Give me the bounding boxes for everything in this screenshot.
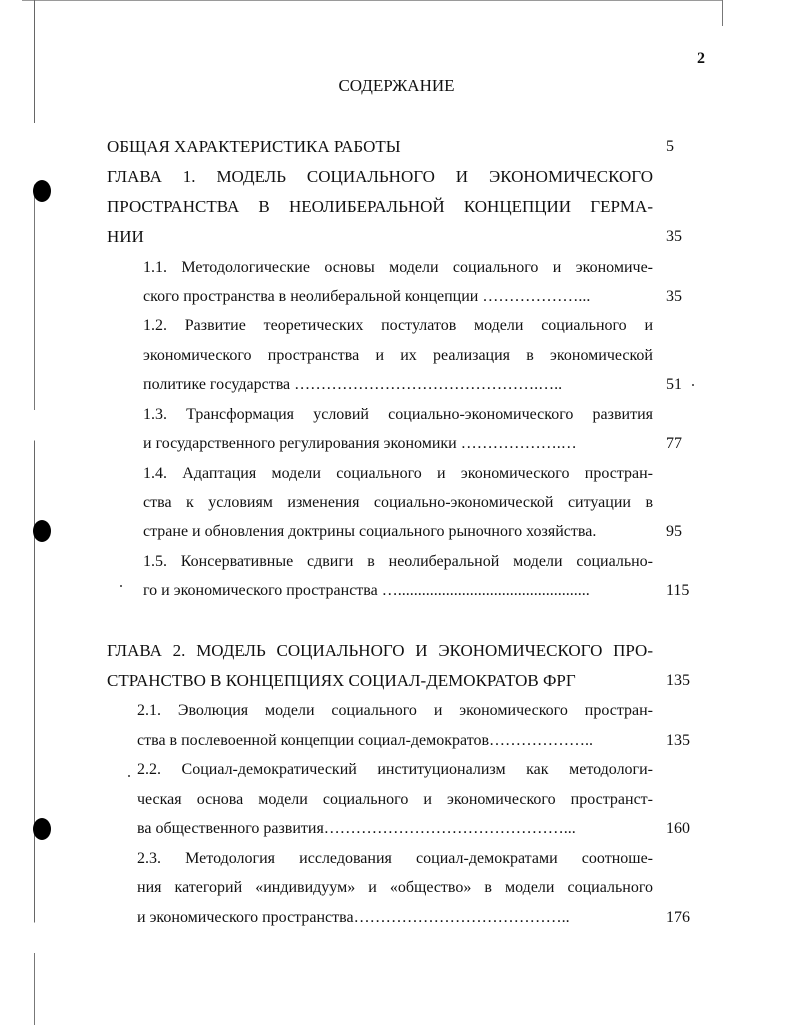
toc-line: ческая основа модели социального и экономического пространст- (137, 791, 653, 808)
page-title: СОДЕРЖАНИЕ (338, 76, 455, 95)
scan-speck (128, 775, 130, 777)
toc-line: 1.3. Трансформация условий социально-экономического развития (143, 406, 653, 423)
toc-line: 1.4. Адаптация модели социального и экономического простран- (143, 465, 653, 482)
page-number: 2 (697, 50, 705, 67)
scan-edge-top (22, 0, 722, 1)
toc-line: 1.1. Методологические основы модели социального и экономиче- (143, 259, 653, 276)
toc-line: политике государства ……………………………………….….. (143, 376, 563, 393)
toc-page-number: 160 (666, 820, 690, 837)
punch-hole (33, 818, 51, 840)
toc-page-number: 5 (666, 138, 674, 155)
toc-line: ПРОСТРАНСТВА В НЕОЛИБЕРАЛЬНОЙ КОНЦЕПЦИИ ГЕРМА- (107, 197, 653, 216)
punch-hole (33, 180, 51, 202)
toc-line: ГЛАВА 2. МОДЕЛЬ СОЦИАЛЬНОГО И ЭКОНОМИЧЕСКОГО ПРО- (107, 641, 653, 660)
toc-line: ского пространства в неолиберальной концепции ………………... (143, 288, 591, 305)
toc-page-number: 115 (666, 582, 690, 599)
toc-line: го и экономического пространства …................................................ (143, 582, 590, 599)
scan-edge-left (34, 0, 35, 1025)
toc-line: 2.1. Эволюция модели социального и экономического простран- (137, 702, 653, 719)
toc-line: 1.2. Развитие теоретических постулатов модели социального и (143, 317, 653, 334)
toc-line: ОБЩАЯ ХАРАКТЕРИСТИКА РАБОТЫ (107, 137, 401, 156)
toc-page-number: 77 (666, 435, 682, 452)
toc-line: 2.2. Социал-демократический институционализм как методологи- (137, 761, 653, 778)
toc-line: экономического пространства и их реализация в экономической (143, 347, 653, 364)
toc-line: 2.3. Методология исследования социал-демократами соотноше- (137, 850, 653, 867)
toc-line: ва общественного развития………………………………………... (137, 820, 576, 837)
toc-line: стране и обновления доктрины социального рыночного хозяйства. (143, 523, 597, 540)
scan-edge-right (722, 0, 723, 26)
scan-speck (692, 384, 694, 386)
toc-page-number: 35 (666, 228, 682, 245)
scan-speck (120, 585, 122, 587)
toc-line: 1.5. Консервативные сдвиги в неолиберальной модели социально- (143, 553, 653, 570)
toc-line: и государственного регулирования экономики ……………….… (143, 435, 577, 452)
toc-page-number: 35 (666, 288, 682, 305)
toc-page-number: 135 (666, 672, 690, 689)
toc-line: ства в послевоенной концепции социал-демократов……………….. (137, 732, 594, 749)
toc-page-number: 176 (666, 909, 690, 926)
toc-line: ГЛАВА 1. МОДЕЛЬ СОЦИАЛЬНОГО И ЭКОНОМИЧЕСКОГО (107, 167, 653, 186)
toc-line: и экономического пространства………………………………….. (137, 909, 570, 926)
toc-page-number: 135 (666, 732, 690, 749)
toc-line: ства к условиям изменения социально-экономической ситуации в (143, 494, 653, 511)
punch-hole (33, 520, 51, 542)
toc-line: СТРАНСТВО В КОНЦЕПЦИЯХ СОЦИАЛ-ДЕМОКРАТОВ ФРГ (107, 671, 576, 690)
toc-page-number: 51 (666, 376, 682, 393)
toc-page-number: 95 (666, 523, 682, 540)
toc-line: ния категорий «индивидуум» и «общество» в модели социального (137, 879, 653, 896)
toc-line: НИИ (107, 227, 144, 246)
